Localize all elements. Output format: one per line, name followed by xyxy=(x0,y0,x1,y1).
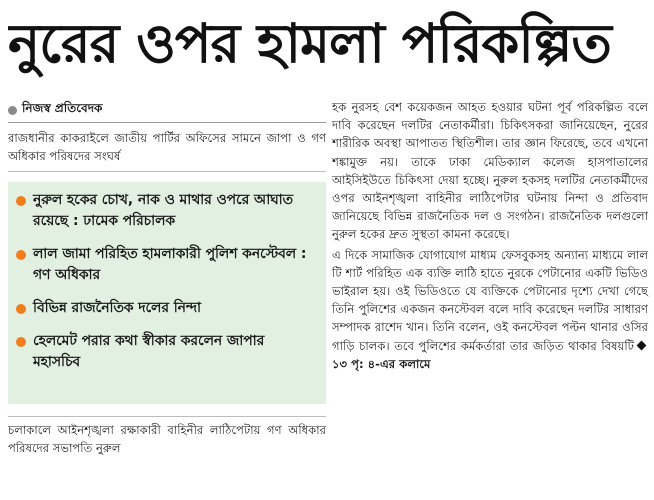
highlight-text: নুরুল হকের চোখ, নাক ও মাথার ওপরে আঘাত রয়েছে : ঢামেক পরিচালক xyxy=(33,192,293,229)
continued-diamond-icon xyxy=(637,340,647,350)
body-paragraph: হক নুরসহ বেশ কয়েকজন আহত হওয়ার ঘটনা পূর্ব পরিকল্পিত বলে দাবি করেছেন দলটির নেতাকর্মীরা। চিকিৎসকরা জানিয়েছেন, নুরের শারীরিক অবস্থা আপাতত স্থিতিশীল। তার জ্ঞান ফিরেছে, তবে এখনো শঙ্কামুক্ত নয়। তাকে ঢাকা মেডিক্যাল কলেজ হাসপাতালের আইসিইউতে চিকিৎসা দেয়া হচ্ছে। নুরুল হকসহ দলটির নেতাকর্মীদের ওপর আইনশৃঙ্খলা বাহিনীর লাঠিপেটার ঘটনায় নিন্দা ও প্রতিবাদ জানিয়েছে বিভিন্ন রাজনৈতিক দল ও সংগঠন। রাজনৈতিক দলগুলো নুরুল হকের দ্রুত সুস্থতা কামনা করেছে। xyxy=(332,100,648,242)
bullet-icon xyxy=(16,250,26,260)
bullet-icon xyxy=(16,337,26,347)
highlight-item xyxy=(16,331,316,373)
highlight-item xyxy=(16,190,316,232)
bullet-icon xyxy=(16,196,26,206)
left-body-text: চলাকালে আইনশৃঙ্খলা রক্ষাকারী বাহিনীর লাঠিপেটায় গণ অধিকার পরিষদের সভাপতি নুরুল xyxy=(8,416,326,461)
byline-dot-icon xyxy=(8,106,17,115)
body-paragraph xyxy=(332,246,648,373)
highlight-text: বিভিন্ন রাজনৈতিক দলের নিন্দা xyxy=(33,300,201,316)
highlight-item xyxy=(16,298,316,319)
highlight-text: হেলমেট পরার কথা স্বীকার করলেন জাপার মহাসচিব xyxy=(33,333,265,370)
highlight-item xyxy=(16,244,316,286)
byline xyxy=(8,100,326,123)
lead-text: রাজধানীর কাকরাইলে জাতীয় পার্টির অফিসের সামনে জাপা ও গণ অধিকার পরিষদের সংঘর্ষ xyxy=(8,129,326,172)
bullet-icon xyxy=(16,304,26,314)
highlight-text: লাল জামা পরিহিত হামলাকারী পুলিশ কনস্টেবল : গণ অধিকার xyxy=(33,246,307,283)
highlights-box xyxy=(8,182,326,404)
right-column xyxy=(332,98,648,373)
continued-reference: ১৩ পৃ: ৪-এর কলামে xyxy=(332,356,431,371)
body-paragraph-text: এ দিকে সামাজিক যোগাযোগ মাধ্যম ফেসবুকসহ অন্যান্য মাধ্যমে লাল টি শার্ট পরিহিত এক ব্যক্তি লাঠি হাতে নুরকে পেটানোর একটি ভিডিও ভাইরাল হয়। ওই ভিডিওতে যে ব্যক্তিকে পেটানোর দৃশ্যে দেখা গেছে তিনি পুলিশের একজন কনস্টেবল বলে দাবি করেছেন দলটির সাধারণ সম্পাদক রাশেদ খান। তিনি বলেন, ওই কনস্টেবল পল্টন থানার ওসির গাড়ি চালক। তবে পুলিশের কর্মকর্তারা তার জড়িত থাকার বিষয়টি xyxy=(332,247,648,353)
byline-text: নিজস্ব প্রতিবেদক xyxy=(22,101,103,115)
left-column xyxy=(8,100,326,461)
headline: নুরের ওপর হামলা পরিকল্পিত xyxy=(8,12,611,75)
